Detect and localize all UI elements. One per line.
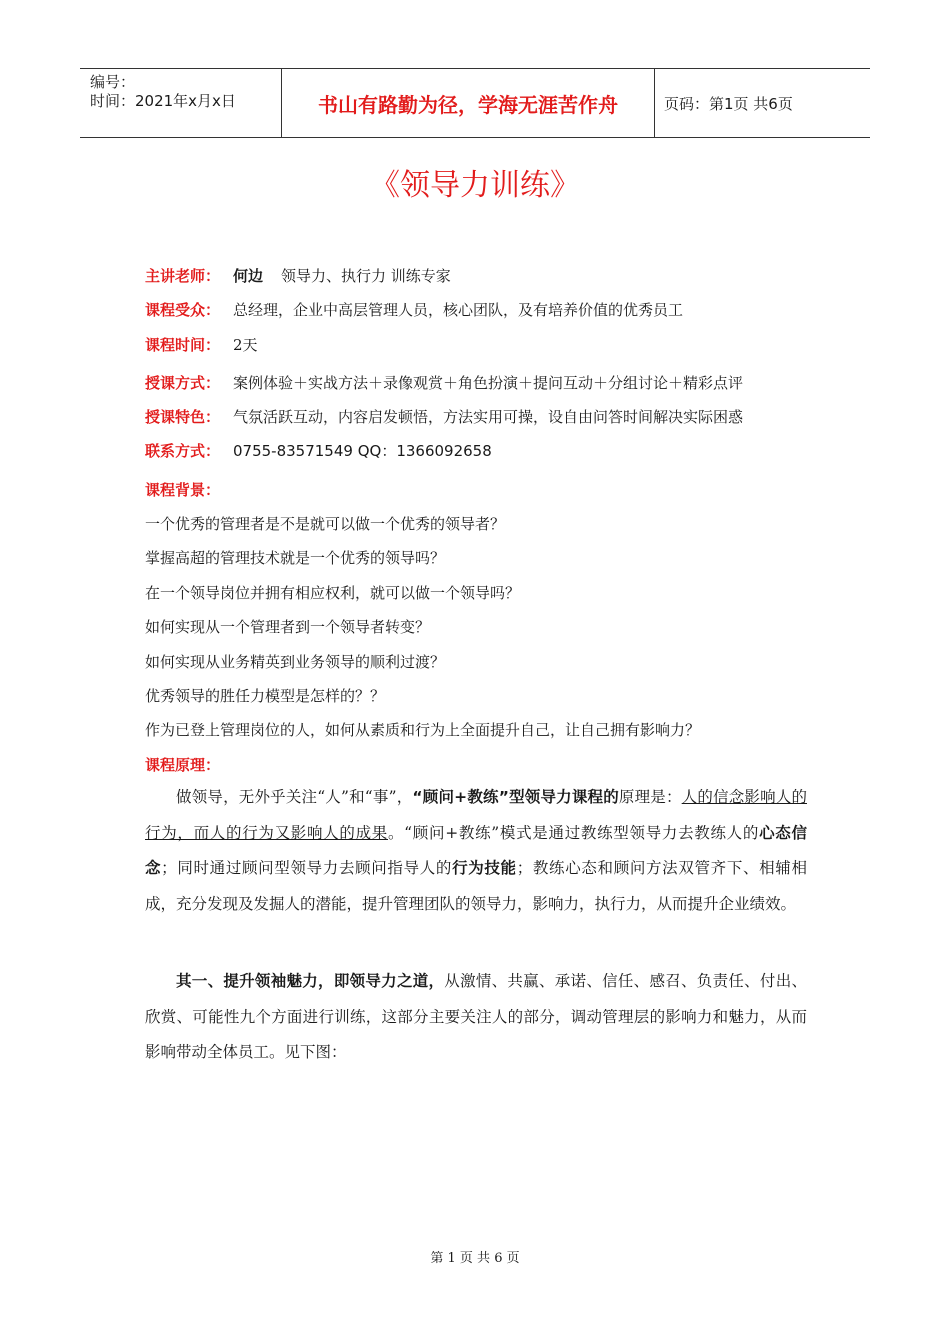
text-run: ；教练心态和顾问方法双管齐下、相辅相成，充分发现及发掘人的潜能，提升管理团队的领导力，影响力，执行力，从而提升企业绩效。 [145,859,807,913]
text-run-bold: 行为技能 [452,859,517,877]
info-label: 联系方式： [145,442,221,460]
text-run-bold: 心态信念 [145,823,807,877]
principle-paragraph-2 [145,964,807,1071]
text-run: 从激情、共赢、承诺、信任、感召、负责任、付出、欣赏、可能性九个方面进行训练，这部分主要关注人的部分，调动管理层的影响力和魅力，从而影响带动全体员工。见下图： [145,972,807,1061]
text-run-bold: “顾问+教练”型领导力课程的 [412,788,619,806]
background-question: 作为已登上管理岗位的人，如何从素质和行为上全面提升自己，让自己拥有影响力？ [145,721,701,739]
info-label: 课程受众： [145,301,221,319]
info-label: 授课方式： [145,374,221,392]
info-value: 2天 [233,336,258,354]
text-run: 做领导，无外乎关注“人”和“事”， [176,788,413,806]
text-run: ；同时通过顾问型领导力去顾问指导人的 [161,859,453,877]
background-question: 掌握高超的管理技术就是一个优秀的领导吗？ [145,549,446,567]
info-row-teacher [145,265,451,286]
teacher-title: 领导力、执行力 训练专家 [281,267,451,285]
text-run: 原理是： [618,788,682,806]
header-page-label: 页码：第1页 共6页 [664,94,793,113]
info-row-contact [145,440,492,461]
background-question: 一个优秀的管理者是不是就可以做一个优秀的领导者？ [145,515,506,533]
info-label: 主讲老师： [145,267,221,285]
text-run-bold: 其一、提升领袖魅力，即领导力之道， [176,972,445,990]
info-row-method [145,372,743,393]
document-time-label: 时间：2021年x月x日 [90,92,236,110]
document-title: 《领导力训练》 [370,168,580,203]
info-label: 授课特色： [145,408,221,426]
info-row-audience [145,299,683,320]
document-number-label: 编号： [90,73,136,91]
principle-paragraph-1 [145,780,807,922]
background-heading: 课程背景： [145,481,221,499]
principle-heading: 课程原理： [145,756,221,774]
contact-value: 0755-83571549 QQ：1366092658 [233,442,492,460]
header-meta [80,69,282,137]
info-value: 总经理，企业中高层管理人员，核心团队，及有培养价值的优秀员工 [233,301,684,319]
page-footer: 第 1 页 共 6 页 [430,1251,520,1266]
background-question: 优秀领导的胜任力模型是怎样的？？ [145,687,386,705]
background-question: 如何实现从一个管理者到一个领导者转变？ [145,618,431,636]
text-run: 。“顾问+教练”模式是通过教练型领导力去教练人的 [387,823,760,842]
page-header [80,68,870,138]
info-value: 气氛活跃互动，内容启发顿悟，方法实用可操，设自由问答时间解决实际困惑 [233,408,744,426]
info-value: 案例体验＋实战方法＋录像观赏＋角色扮演＋提问互动＋分组讨论＋精彩点评 [233,374,744,392]
info-row-duration [145,334,258,355]
text-run-underlined: 人的信念影响人的行为，而人的行为又影响人的成果 [145,788,807,842]
background-question: 如何实现从业务精英到业务领导的顺利过渡？ [145,653,446,671]
header-motto: 书山有路勤为径，学海无涯苦作舟 [282,69,655,137]
teacher-name: 何边 [233,267,264,285]
info-row-feature [145,406,743,427]
background-question: 在一个领导岗位并拥有相应权利，就可以做一个领导吗？ [145,584,521,602]
info-label: 课程时间： [145,336,221,354]
